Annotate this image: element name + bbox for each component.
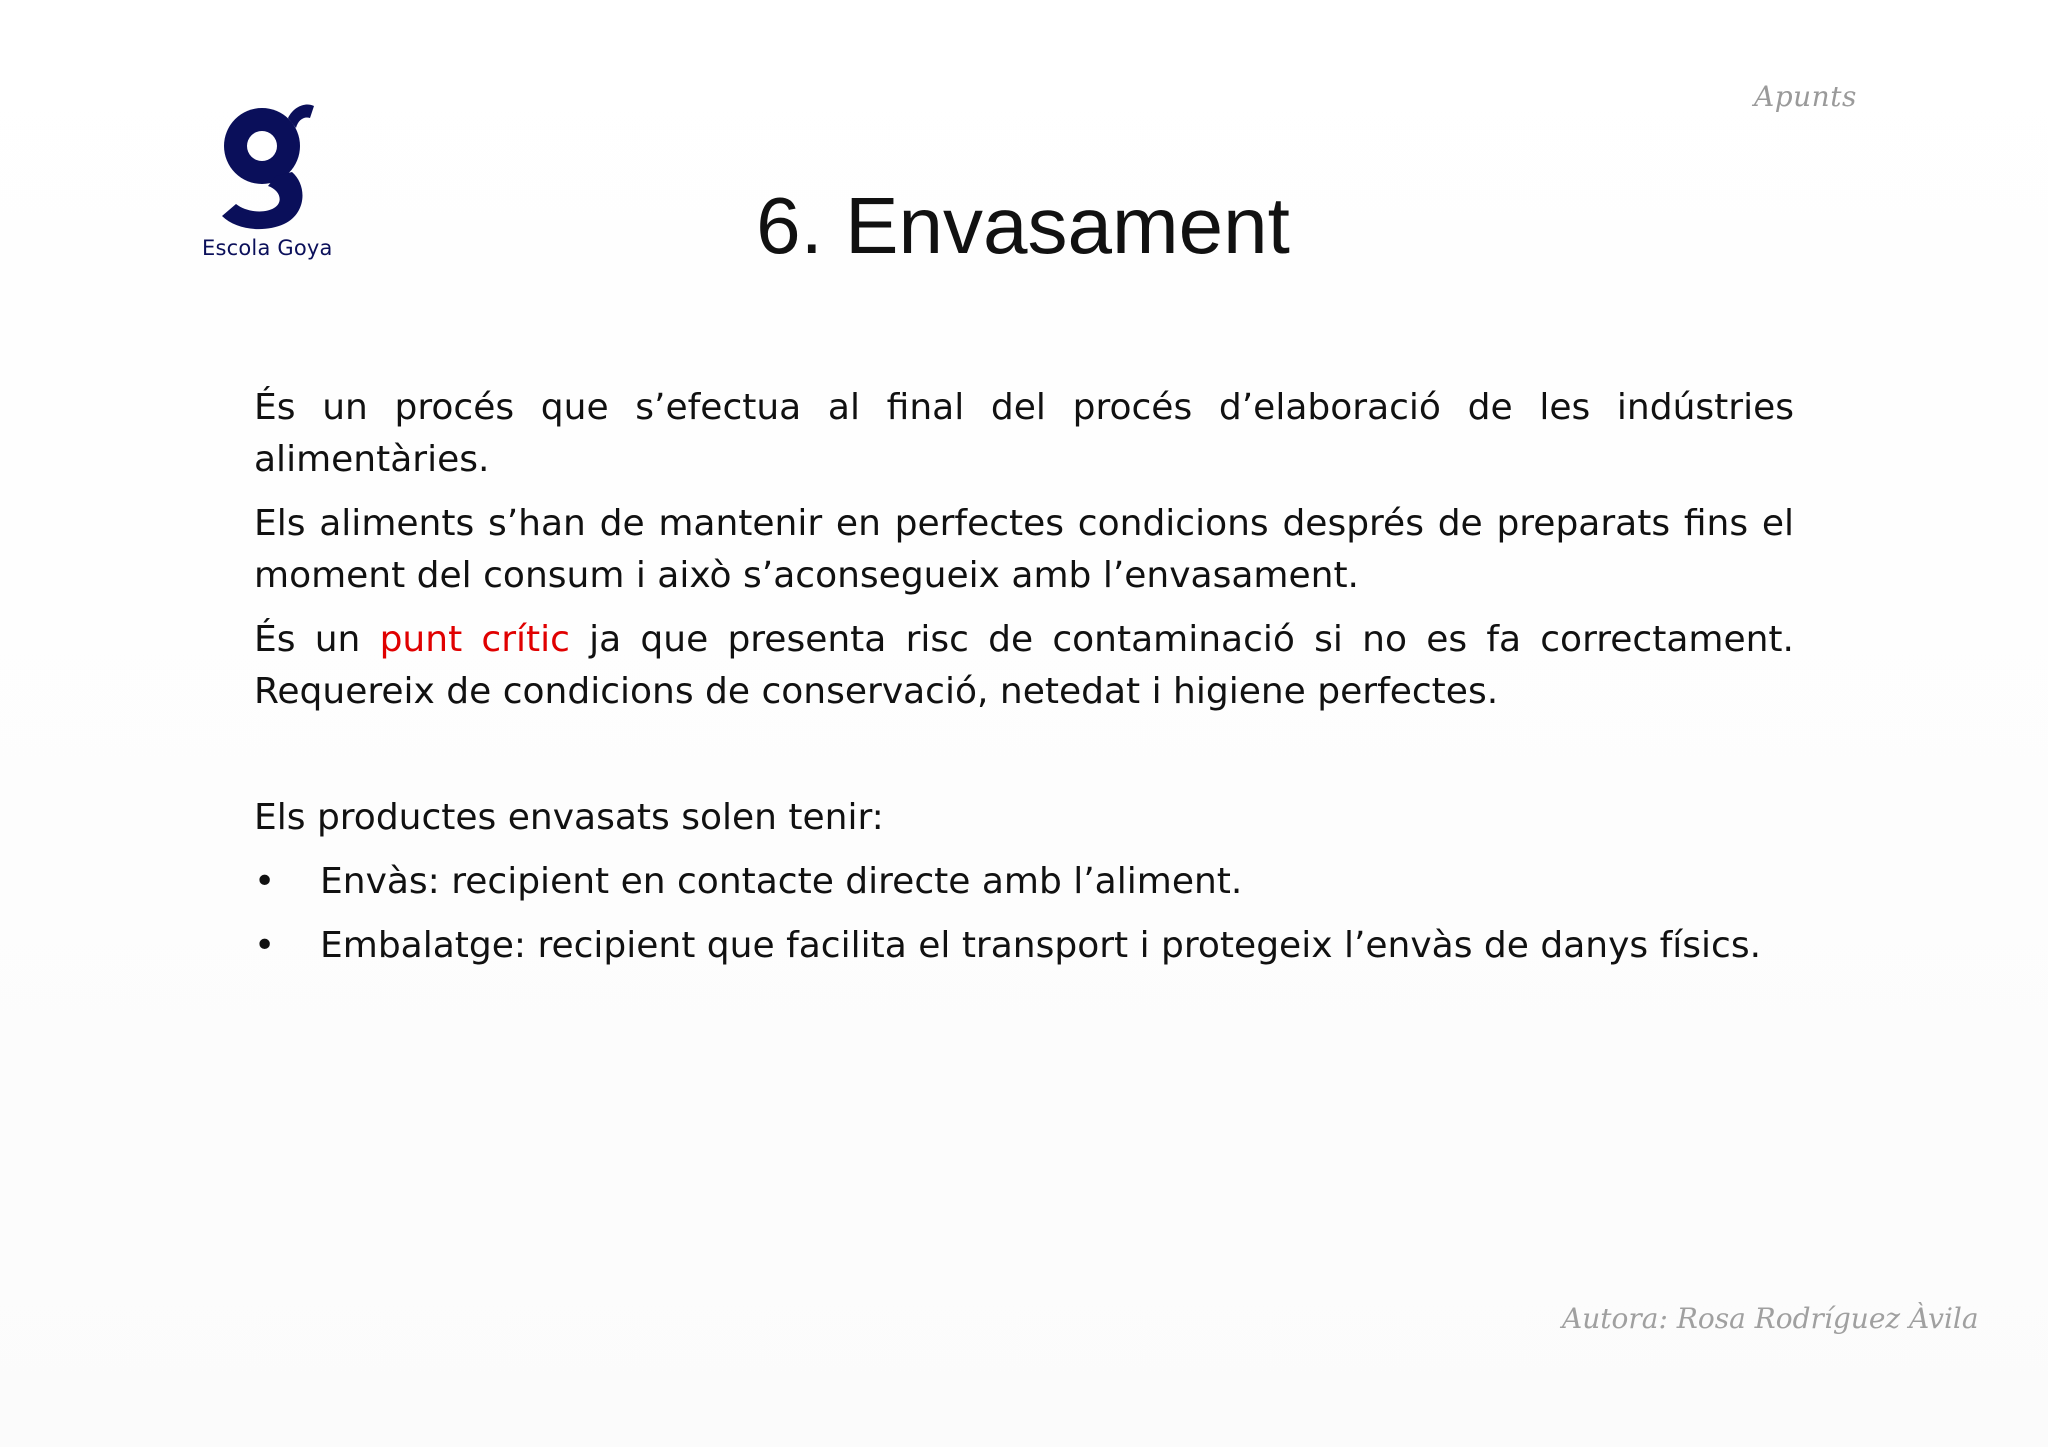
paragraph-1: És un procés que s’efectua al final del procés d’elaboració de les indústries alimentàries.: [254, 387, 1794, 480]
page-title: [0, 180, 2048, 272]
bullet-icon: •: [254, 861, 276, 902]
paragraph-2: Els aliments s’han de mantenir en perfectes condicions després de preparats fins el moment del consum i això s’aconsegueix amb l’envasament.: [254, 503, 1794, 596]
list-intro: Els productes envasats solen tenir:: [254, 797, 884, 838]
page-title-text: 6. Envasament: [756, 181, 1290, 270]
paragraph-3-end: ja que presenta risc de contaminació si no es fa correctament. Requereix de condicions de conservació, netedat i higiene perfectes.: [254, 619, 1794, 712]
list-item: [254, 856, 1794, 908]
bullet-list: [254, 856, 1794, 972]
paragraph-3-start: És un: [254, 619, 380, 660]
list-item-text: Embalatge: recipient que facilita el transport i protegeix l’envàs de danys físics.: [320, 925, 1762, 966]
logo-text: Escola Goya: [202, 236, 333, 260]
author-footer: Autora: Rosa Rodríguez Àvila: [1562, 1302, 1979, 1335]
list-item: [254, 920, 1794, 972]
bullet-icon: •: [254, 925, 276, 966]
spacer: [254, 730, 1794, 792]
list-item-text: Envàs: recipient en contacte directe amb l’aliment.: [320, 861, 1243, 902]
header-note: Apunts: [1754, 80, 1857, 113]
content-body: [254, 382, 1794, 984]
paragraph-3: [254, 614, 1794, 718]
critical-point-highlight: punt crític: [379, 619, 570, 660]
